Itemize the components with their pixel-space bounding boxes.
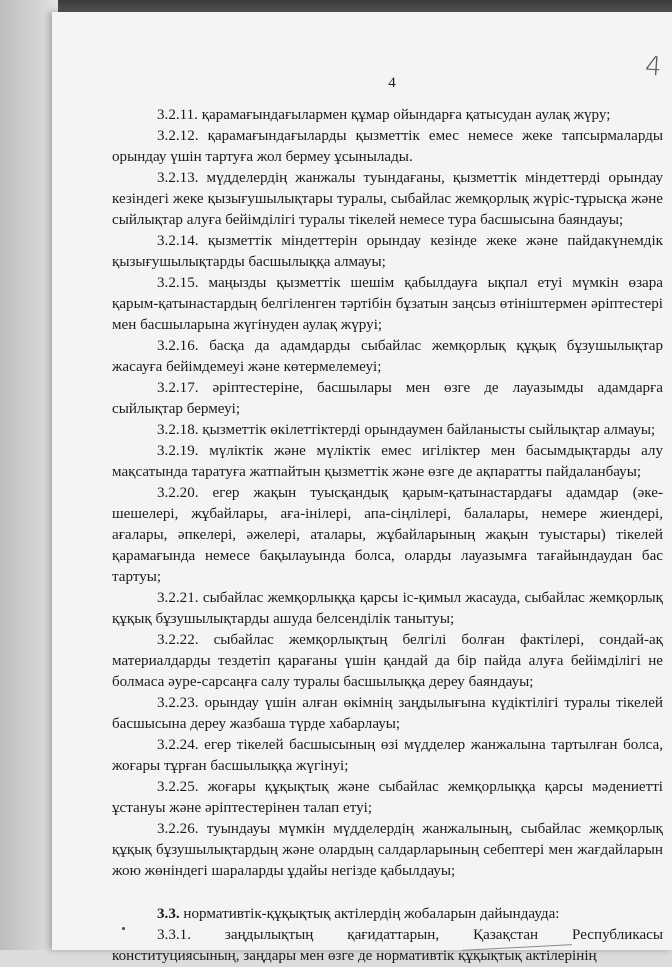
paragraph-text: жоғары құқықтық және сыбайлас жемқорлыққа қарсы мәдениетті ұстануы және әріптестерінен талап етуі;	[112, 779, 663, 816]
paragraph-text: мүліктік және мүліктік емес игіліктер мен басымдықтарды алу мақсатында таратуға жатпайтын қызметтік және өзге де ақпаратты пайдаланбауы;	[112, 443, 663, 480]
binding-shadow	[0, 0, 58, 950]
paragraph-text: заңдылықтың қағидаттарын, Қазақстан Республикасы конституциясының, заңдары мен өзге де нормативтік құқықтық актілерінің	[112, 927, 663, 964]
paragraph-number: 3.2.14.	[157, 233, 199, 249]
paragraph-number: 3.2.23.	[157, 695, 199, 711]
document-body	[112, 105, 663, 967]
paragraph-number: 3.2.12.	[157, 128, 199, 144]
paragraph-3-2-26	[112, 819, 663, 882]
paragraph-number: 3.2.11.	[157, 107, 198, 123]
paragraph-3-2-24	[112, 735, 663, 777]
paragraph-text: мүдделердің жанжалы туындағаны, қызметтік міндеттерді орындау кезіндегі жеке қызығушылықтары туралы, сыбайлас жемқорлық жүріс-тұрысқа және сыйлықтар алуға бейімділігі туралы тікелей немесе тура басшысына баяндауы;	[112, 170, 663, 228]
paragraph-number: 3.2.13.	[157, 170, 199, 186]
paragraph-3-2-19	[112, 441, 663, 483]
paragraph-3-2-23	[112, 693, 663, 735]
paragraph-3-2-25	[112, 777, 663, 819]
paragraph-text: нормативтік-құқықтық актілердің жобаларын дайындауда:	[179, 906, 560, 922]
paragraph-number: 3.2.19.	[157, 443, 199, 459]
paragraph-number: 3.2.21.	[157, 590, 199, 606]
paragraph-text: қарамағындағылармен құмар ойындарға қатысудан аулақ жүру;	[197, 107, 611, 123]
paragraph-3-2-15	[112, 273, 663, 336]
paragraph-3-2-21	[112, 588, 663, 630]
paragraph-text: қызметтік міндеттерін орындау кезінде жеке және пайдакүнемдік қызығушылықтарды басшылыққа алмауы;	[112, 233, 663, 270]
paragraph-number: 3.2.22.	[157, 632, 199, 648]
paragraph-3-2-14	[112, 231, 663, 273]
paragraph-3-2-18	[112, 420, 663, 441]
paragraph-3-2-11	[112, 105, 663, 126]
paragraph-3-3-1	[112, 925, 663, 967]
paragraph-number: 3.3.	[157, 906, 180, 922]
paragraph-text: басқа да адамдарды сыбайлас жемқорлық құқық бұзушылықтар жасауға бейімдемеуі және көтермелемеуі;	[112, 338, 663, 375]
paragraph-text: қарамағындағыларды қызметтік емес немесе жеке тапсырмаларды орындау үшін тартуға жол бермеу ұсынылады.	[112, 128, 663, 165]
paragraph-text: егер тікелей басшысының өзі мүдделер жанжалына тартылған болса, жоғары тұрған басшылыққа жүгінуі;	[112, 737, 663, 774]
paragraph-3-2-16	[112, 336, 663, 378]
paragraph-number: 3.2.25.	[157, 779, 199, 795]
paragraph-text: әріптестеріне, басшылары мен өзге де лауазымды адамдарға сыйлықтар бермеуі;	[112, 380, 663, 417]
paragraph-number: 3.3.1.	[157, 927, 191, 943]
paragraph-number: 3.2.26.	[157, 821, 199, 837]
paragraph-number: 3.2.20.	[157, 485, 199, 501]
paragraph-number: 3.2.18.	[157, 422, 199, 438]
paragraph-text: сыбайлас жемқорлықтың белгілі болған фактілері, сондай-ақ материалдарды тездетіп қарағаны үшін қандай да бір пайда алуға бейімділігі не болмаса әуре-сарсаңға салу туралы басшылыққа дереу баяндауы;	[112, 632, 663, 690]
paragraph-3-2-20	[112, 483, 663, 588]
paragraph-3-2-12	[112, 126, 663, 168]
paragraph-number: 3.2.17.	[157, 380, 199, 396]
paragraph-number: 3.2.15.	[157, 275, 199, 291]
paragraph-3-2-13	[112, 168, 663, 231]
paragraph-3-2-17	[112, 378, 663, 420]
handwritten-page-number: 4	[643, 51, 663, 83]
paragraph-text: егер жақын туысқандық қарым-қатынастардағы адамдар (әке-шешелері, жұбайлары, аға-інілері, апа-сіңлілері, балалары, немере жиендері, ағалары, әпкелері, әжелері, аталары, жұбайларының жақын туыстары) тікелей қарамағында немесе бақылауында болса, оларды лауазымға тағайындаудан бас тартуы;	[112, 485, 663, 585]
paragraph-text: қызметтік өкілеттіктерді орындаумен байланысты сыйлықтар алмауы;	[198, 422, 656, 438]
document-page	[52, 12, 672, 964]
paragraph-number: 3.2.24.	[157, 737, 199, 753]
paragraph-3-2-22	[112, 630, 663, 693]
paragraph-number: 3.2.16.	[157, 338, 199, 354]
paragraph-text: туындауы мүмкін мүдделердің жанжалының, сыбайлас жемқорлық құқық бұзушылықтардың және олардың салдарларының себептері мен жағдайларын жою жөніндегі шараларды ұдайы негізде қабылдауы;	[112, 821, 663, 879]
paragraph-text: орындау үшін алған өкімнің заңдылығына күдіктілігі туралы тікелей басшысына дереу жазбаша түрде хабарлауы;	[112, 695, 663, 732]
paragraph-3-3	[112, 904, 663, 925]
page-number: 4	[388, 75, 396, 91]
paragraph-text: маңызды қызметтік шешім қабылдауға ықпал етуі мүмкін өзара қарым-қатынастардың белгіленген тәртібін бұзатын заңсыз өтініштермен әріптестері мен басшыларына жүгінуден аулақ жүруі;	[112, 275, 663, 333]
paragraph-text: сыбайлас жемқорлыққа қарсы іс-қимыл жасауда, сыбайлас жемқорлық құқық бұзушылықтарды ашуда белсенділік танытуы;	[112, 590, 663, 627]
